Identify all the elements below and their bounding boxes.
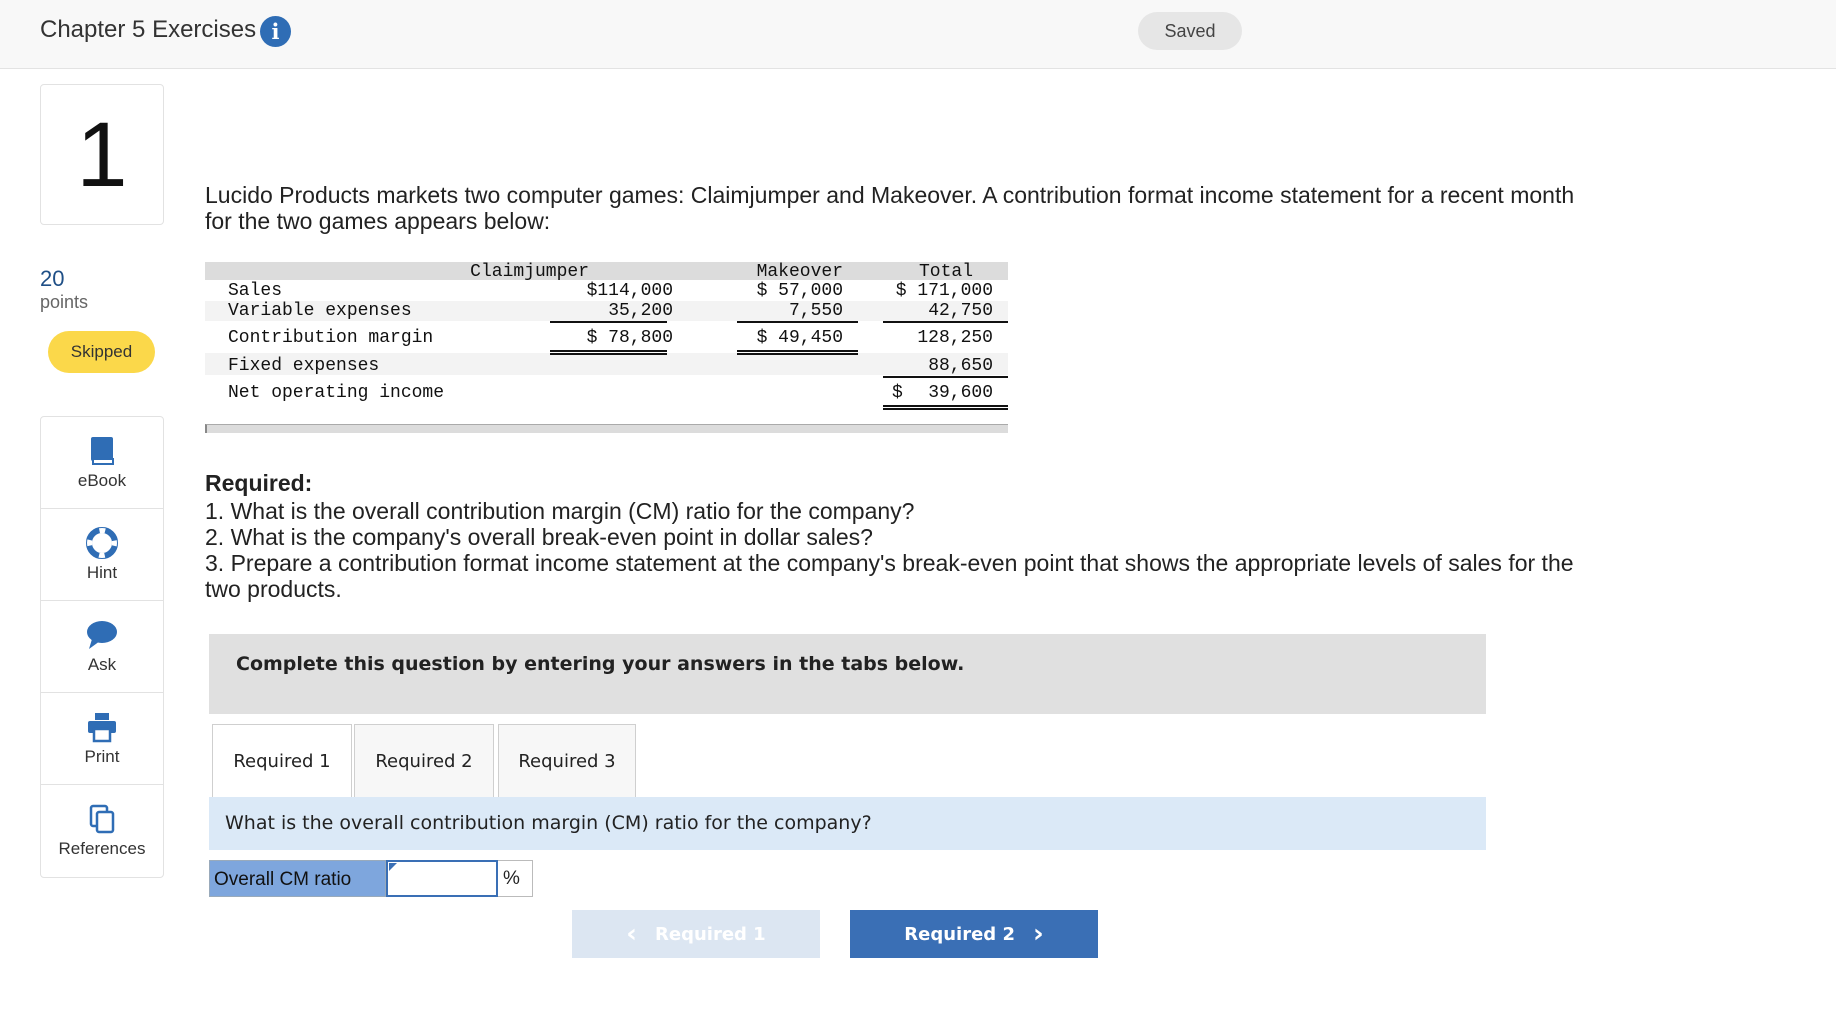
problem-intro: Lucido Products markets two computer games: Claimjumper and Makeover. A contribution format income statement for a recent month for the two games appears below: <box>205 182 1575 234</box>
instruction-banner: Complete this question by entering your answers in the tabs below. <box>209 634 1486 714</box>
row-label-net-operating-income: Net operating income <box>228 383 445 403</box>
variable-claimjumper: 35,200 <box>608 301 673 321</box>
active-question: What is the overall contribution margin (CM) ratio for the company? <box>209 797 1486 850</box>
info-icon[interactable]: i <box>260 16 291 47</box>
noi-total: 39,600 <box>928 383 993 403</box>
col-header-total: Total <box>918 262 973 282</box>
required-item-1: 1. What is the overall contribution margin (CM) ratio for the company? <box>205 498 915 524</box>
speech-bubble-icon <box>86 619 118 651</box>
tab-required-1[interactable]: Required 1 <box>212 724 352 798</box>
references-label: References <box>58 839 146 858</box>
chevron-right-icon: › <box>1032 919 1044 949</box>
hint-button[interactable] <box>41 509 163 601</box>
points-label: points <box>40 292 89 312</box>
next-required-button[interactable] <box>850 910 1098 958</box>
ebook-label: eBook <box>77 471 127 490</box>
top-bar <box>0 0 1836 69</box>
chevron-left-icon: ‹ <box>626 919 637 949</box>
row-label-variable-expenses: Variable expenses <box>228 301 412 321</box>
fixed-total: 88,650 <box>928 356 993 376</box>
variable-total: 42,750 <box>928 301 993 321</box>
skipped-badge: Skipped <box>48 331 155 373</box>
cm-claimjumper: $ 78,800 <box>586 328 673 348</box>
double-rule <box>550 350 667 355</box>
variable-makeover: 7,550 <box>788 301 843 321</box>
subtotal-rule <box>550 321 667 323</box>
double-rule <box>883 405 1008 410</box>
tab-required-2[interactable]: Required 2 <box>354 724 494 798</box>
book-icon <box>86 435 118 467</box>
question-number: 1 <box>40 84 164 225</box>
next-required-label: Required 2 <box>904 924 1015 945</box>
row-label-fixed-expenses: Fixed expenses <box>228 356 380 376</box>
sales-claimjumper: $114,000 <box>586 281 673 301</box>
statement-header-band <box>205 262 1008 280</box>
noi-dollar-sign: $ <box>892 383 903 403</box>
col-header-makeover: Makeover <box>756 262 843 282</box>
cm-ratio-input[interactable] <box>386 860 498 897</box>
print-button[interactable] <box>41 693 163 785</box>
sales-total: $ 171,000 <box>895 281 993 301</box>
tab-required-3[interactable]: Required 3 <box>498 724 636 798</box>
required-list <box>205 498 1605 602</box>
required-heading: Required: <box>205 470 313 496</box>
printer-icon <box>86 711 118 743</box>
page-title: Chapter 5 Exercises <box>40 16 257 43</box>
prev-required-button[interactable] <box>572 910 820 958</box>
income-statement-table <box>205 262 1008 433</box>
ask-button[interactable] <box>41 601 163 693</box>
cm-total: 128,250 <box>917 328 993 348</box>
required-item-2: 2. What is the company's overall break-even point in dollar sales? <box>205 524 873 550</box>
ask-label: Ask <box>87 655 117 674</box>
prev-required-label: Required 1 <box>655 924 766 945</box>
tool-panel <box>40 416 164 878</box>
subtotal-rule <box>883 376 1008 378</box>
percent-unit: % <box>498 860 533 897</box>
cm-makeover: $ 49,450 <box>756 328 843 348</box>
input-corner-marker <box>389 863 397 871</box>
subtotal-rule <box>883 321 1008 323</box>
row-label-contribution-margin: Contribution margin <box>228 328 434 348</box>
lifebuoy-icon <box>86 527 118 559</box>
row-label-sales: Sales <box>228 281 283 301</box>
double-rule <box>737 350 858 355</box>
saved-status-badge: Saved <box>1138 12 1242 50</box>
print-label: Print <box>84 747 120 766</box>
points-value: 20 <box>40 266 65 291</box>
documents-icon <box>86 803 118 835</box>
sales-makeover: $ 57,000 <box>756 281 843 301</box>
references-button[interactable] <box>41 785 163 877</box>
answer-label: Overall CM ratio <box>209 860 386 897</box>
col-header-claimjumper: Claimjumper <box>470 262 589 282</box>
subtotal-rule <box>737 321 858 323</box>
statement-footer-band <box>205 424 1008 433</box>
required-item-3: 3. Prepare a contribution format income statement at the company's break-even point that shows the appropriate levels of sales for the two products. <box>205 550 1574 602</box>
hint-label: Hint <box>86 563 118 582</box>
ebook-button[interactable] <box>41 417 163 509</box>
